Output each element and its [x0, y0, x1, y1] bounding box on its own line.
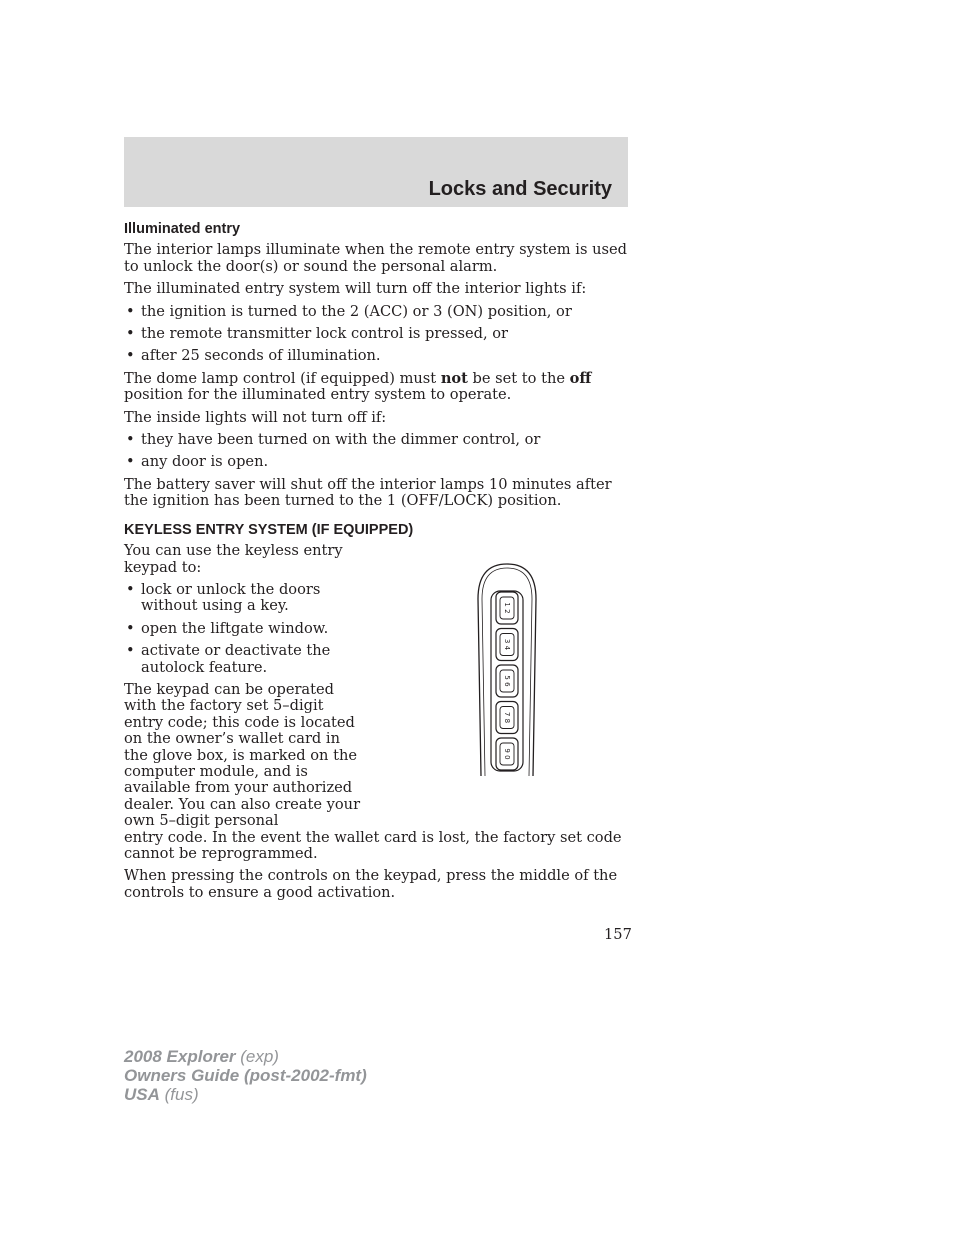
svg-text:5 6: 5 6 [503, 675, 511, 687]
footer-line: 2008 Explorer (exp) [124, 1047, 279, 1066]
paragraph: You can use the keyless entry keypad to: [124, 542, 343, 576]
paragraph: When pressing the controls on the keypad, press the middle of the controls to ensure a good activation. [124, 867, 618, 901]
bullet-list [124, 432, 630, 471]
page-content [124, 220, 630, 907]
list-item: • after 25 seconds of illumination. [124, 348, 630, 364]
list-item: • the ignition is turned to the 2 (ACC) or 3 (ON) position, or [124, 304, 630, 320]
page-number: 157 [604, 926, 632, 943]
footer [124, 1047, 367, 1104]
paragraph: The inside lights will not turn off if: [124, 408, 387, 426]
bullet-list [124, 582, 374, 676]
footer-line: Owners Guide (post-2002-fmt) [124, 1066, 367, 1085]
illuminated-entry-heading: Illuminated entry [124, 221, 241, 237]
paragraph: The illuminated entry system will turn off the interior lights if: [124, 280, 587, 298]
list-item: • open the liftgate window. [124, 621, 374, 637]
section-header-band [124, 137, 628, 207]
list-item: • the remote transmitter lock control is pressed, or [124, 326, 630, 342]
paragraph: The keypad can be operated with the factory set 5–digit entry code; this code is located on the owner’s wallet card in the glove box, is marked on the computer module, and is available from your authorized dealer. You can also create your own 5–digit personal entry code. In the event the wallet card is lost, the factory set code cannot be reprogrammed. [124, 680, 622, 862]
keypad-button [496, 702, 518, 734]
keypad-button [496, 592, 518, 624]
list-item: • lock or unlock the doors without using a key. [124, 582, 374, 615]
keypad-button [496, 629, 518, 661]
footer-line: USA (fus) [124, 1085, 199, 1104]
svg-text:9 0: 9 0 [503, 748, 511, 760]
paragraph: The interior lamps illuminate when the remote entry system is used to unlock the door(s) or sound the personal alarm. [124, 241, 627, 275]
bullet-list [124, 304, 630, 365]
keypad-illustration [472, 561, 542, 783]
paragraph: The dome lamp control (if equipped) must not be set to the off position for the illuminated entry system to operate. [124, 369, 592, 404]
section-title: Locks and Security [428, 178, 612, 200]
paragraph: The battery saver will shut off the interior lamps 10 minutes after the ignition has been turned to the 1 (OFF/LOCK) position. [124, 475, 612, 510]
svg-text:1 2: 1 2 [503, 602, 511, 614]
list-item: • they have been turned on with the dimmer control, or [124, 432, 630, 448]
keypad-button [496, 738, 518, 770]
list-item: • any door is open. [124, 454, 630, 470]
svg-text:3 4: 3 4 [503, 638, 511, 651]
keyless-entry-heading: KEYLESS ENTRY SYSTEM (IF EQUIPPED) [124, 521, 414, 538]
keypad-button [496, 665, 518, 697]
svg-text:7 8: 7 8 [503, 711, 511, 724]
list-item: • activate or deactivate the autolock feature. [124, 643, 374, 676]
